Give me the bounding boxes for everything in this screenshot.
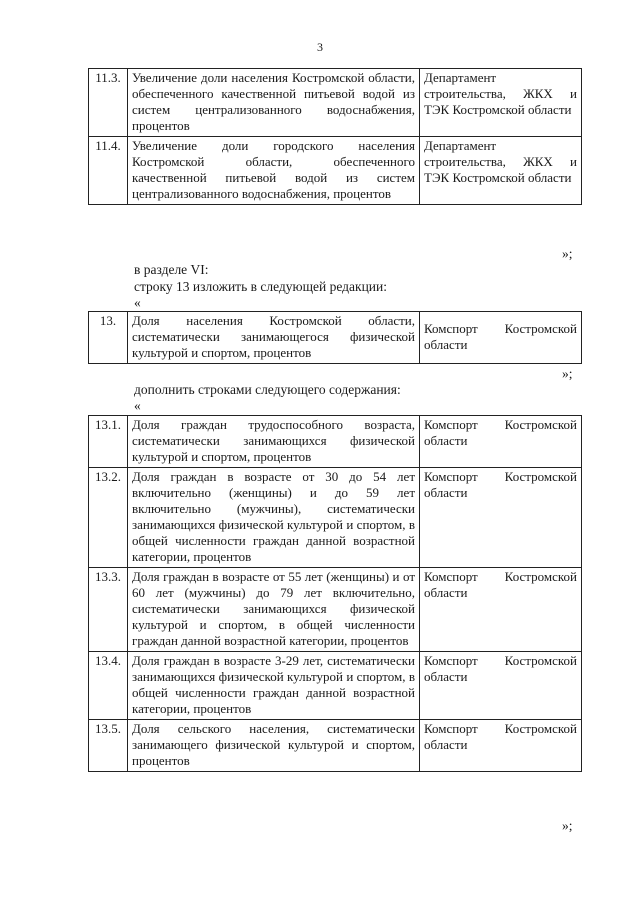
row-responsible: Департамент строительства, ЖКХ и ТЭК Костромской области xyxy=(420,137,582,205)
table-sport-row-13 xyxy=(88,311,582,364)
table-row xyxy=(89,568,582,652)
row-responsible: Комспорт Костромской области xyxy=(420,568,582,652)
row-responsible: Комспорт Костромской области xyxy=(420,720,582,772)
closing-quote: »; xyxy=(562,366,573,381)
opening-quote: « xyxy=(134,398,141,413)
row-indicator-text: Увеличение доли городского населения Костромской области, обеспеченного качественной питьевой водой из систем централизованного водоснабжения, процентов xyxy=(128,137,420,205)
row-indicator-text: Увеличение доли населения Костромской области, обеспеченного качественной питьевой водой из систем централизованного водоснабжения, процентов xyxy=(128,69,420,137)
row-indicator-text: Доля населения Костромской области, систематически занимающегося физической культурой и спортом, процентов xyxy=(128,312,420,364)
row-number: 11.3. xyxy=(89,69,128,137)
row-number: 11.4. xyxy=(89,137,128,205)
table-row xyxy=(89,720,582,772)
row-indicator-text: Доля граждан в возрасте от 55 лет (женщины) и от 60 лет (мужчины) до 79 лет включительно, систематически занимающихся физической культурой и спортом, в общей численности граждан данной возрастной категории, процентов xyxy=(128,568,420,652)
row-number: 13.2. xyxy=(89,468,128,568)
row-number: 13.4. xyxy=(89,652,128,720)
closing-quote: »; xyxy=(562,818,573,833)
table-row xyxy=(89,416,582,468)
opening-quote: « xyxy=(134,295,141,310)
table-row xyxy=(89,312,582,364)
table-row xyxy=(89,652,582,720)
row-number: 13. xyxy=(89,312,128,364)
row-responsible: Комспорт Костромской области xyxy=(420,468,582,568)
section-heading: в разделе VI: xyxy=(134,262,209,277)
row-responsible: Департамент строительства, ЖКХ и ТЭК Костромской области xyxy=(420,69,582,137)
row-indicator-text: Доля граждан в возрасте 3-29 лет, систематически занимающихся физической культурой и спортом, в общей численности граждан данной возрастной категории, процентов xyxy=(128,652,420,720)
table-water-supply xyxy=(88,68,582,205)
row-responsible: Комспорт Костромской области xyxy=(420,312,582,364)
closing-quote: »; xyxy=(562,246,573,261)
row-indicator-text: Доля сельского населения, систематически занимающего физической культурой и спортом, процентов xyxy=(128,720,420,772)
row-responsible: Комспорт Костромской области xyxy=(420,416,582,468)
page-number: 3 xyxy=(317,40,323,54)
table-row xyxy=(89,69,582,137)
row-number: 13.3. xyxy=(89,568,128,652)
table-sport-new-rows xyxy=(88,415,582,772)
row-number: 13.1. xyxy=(89,416,128,468)
row-indicator-text: Доля граждан трудоспособного возраста, систематически занимающихся физической культурой и спортом, процентов xyxy=(128,416,420,468)
row-indicator-text: Доля граждан в возрасте от 30 до 54 лет включительно (женщины) и до 59 лет включительно (мужчины), систематически занимающихся физической культурой и спортом, в общей численности граждан данной возрастной категории, процентов xyxy=(128,468,420,568)
table-row xyxy=(89,468,582,568)
instruction-text: строку 13 изложить в следующей редакции: xyxy=(134,279,388,294)
instruction-text: дополнить строками следующего содержания: xyxy=(134,382,401,397)
row-number: 13.5. xyxy=(89,720,128,772)
row-responsible: Комспорт Костромской области xyxy=(420,652,582,720)
table-row xyxy=(89,137,582,205)
